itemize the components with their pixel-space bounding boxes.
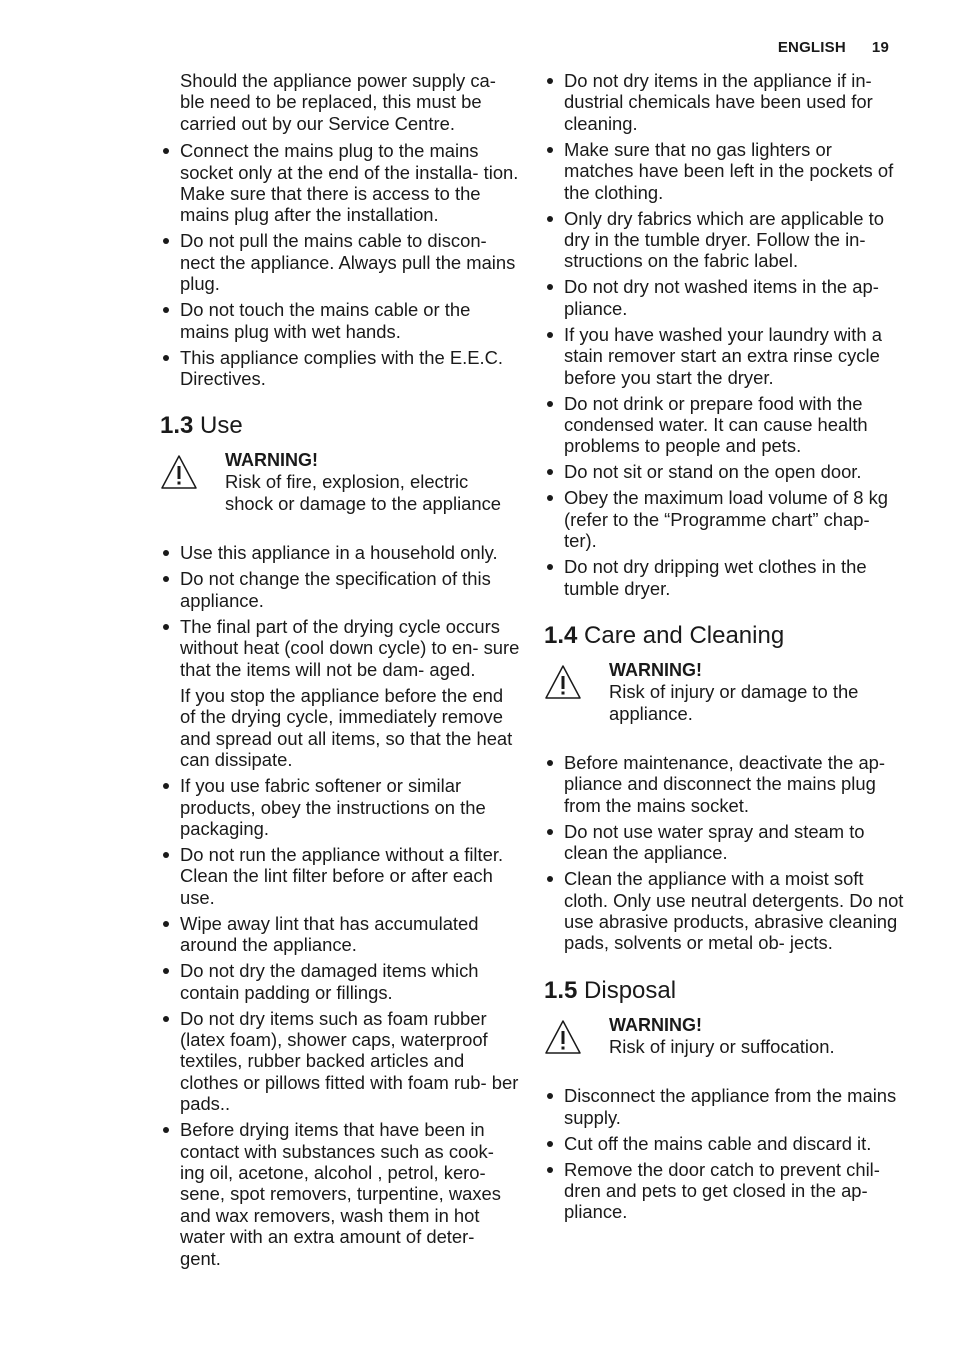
list-item-text: The final part of the drying cycle occurs without heat (cool down cycle) to en- sure that the items will not be dam- aged. (180, 615, 520, 680)
list-item: If you use fabric softener or similar products, obey the instructions on the packaging. (160, 775, 520, 839)
warning-triangle-icon (160, 454, 198, 490)
section-number: 1.3 (160, 412, 194, 440)
list-item: Do not dry not washed items in the ap- pliance. (544, 276, 904, 319)
warning-title: WARNING! (225, 450, 318, 471)
warning-box (544, 660, 904, 724)
list-item: Wipe away lint that has accumulated around the appliance. (160, 913, 520, 956)
list-item: Cut off the mains cable and discard it. (544, 1133, 904, 1154)
left-column (160, 70, 520, 1274)
bullet-list-safety (160, 140, 520, 389)
warning-box (544, 1015, 904, 1057)
warning-text: Risk of injury or suffocation. (609, 1035, 835, 1057)
list-item: Before drying items that have been in contact with substances such as cook- ing oil, acetone, alcohol , petrol, kero- sene, spot removers, turpentine, waxes and wax removers, wash them in hot water with an extra amount of deter- gent. (160, 1119, 520, 1269)
list-item (160, 616, 520, 771)
section-title: Care and Cleaning (584, 622, 785, 650)
list-item: Disconnect the appliance from the mains supply. (544, 1085, 904, 1128)
section-number: 1.5 (544, 976, 578, 1004)
section-title: Use (200, 412, 243, 440)
list-item: Obey the maximum load volume of 8 kg (refer to the “Programme chart” chap- ter). (544, 487, 904, 551)
page-header (778, 39, 889, 56)
list-item: Do not dry items such as foam rubber (latex foam), shower caps, waterproof textiles, rubber backed articles and clothes or pillows fitted with foam rub- ber pads.. (160, 1008, 520, 1115)
list-item: Do not change the specification of this appliance. (160, 568, 520, 611)
warning-text: Risk of injury or damage to the appliance. (609, 681, 859, 724)
list-item: Do not dry items in the appliance if in- dustrial chemicals have been used for cleaning. (544, 70, 904, 134)
language-label: ENGLISH (777, 39, 846, 56)
warning-title: WARNING! (609, 1014, 702, 1035)
list-item: Remove the door catch to prevent chil- dren and pets to get closed in the ap- pliance. (544, 1159, 904, 1223)
bullet-list-use (160, 542, 520, 770)
section-heading-care-and-cleaning (544, 621, 904, 651)
list-item: Do not drink or prepare food with the condensed water. It can cause health problems to people and pets. (544, 393, 904, 457)
section-number: 1.4 (544, 622, 578, 650)
bullet-list-disposal (544, 1085, 904, 1223)
warning-triangle-icon (544, 664, 582, 700)
list-item: Do not use water spray and steam to clean the appliance. (544, 821, 904, 864)
section-title: Disposal (584, 976, 677, 1004)
page-number: 19 (871, 39, 889, 56)
list-item: Connect the mains plug to the mains socket only at the end of the installa- tion. Make sure that there is access to the mains plug after the installation. (160, 140, 520, 226)
list-item: Do not dry dripping wet clothes in the tumble dryer. (544, 556, 904, 599)
right-column (544, 70, 904, 1227)
list-item: Do not run the appliance without a filter. Clean the lint filter before or after each use. (160, 844, 520, 908)
bullet-list-care (544, 752, 904, 954)
warning-box (160, 450, 520, 514)
list-item: Make sure that no gas lighters or matches have been left in the pockets of the clothing. (544, 139, 904, 203)
warning-triangle-icon (544, 1019, 582, 1055)
list-item: Do not dry the damaged items which contain padding or fillings. (160, 960, 520, 1003)
list-item: Do not sit or stand on the open door. (544, 461, 904, 482)
list-item: Use this appliance in a household only. (160, 542, 520, 563)
list-item: If you have washed your laundry with a stain remover start an extra rinse cycle before you start the dryer. (544, 324, 904, 388)
list-item: This appliance complies with the E.E.C. Directives. (160, 347, 520, 390)
list-item: Do not touch the mains cable or the mains plug with wet hands. (160, 299, 520, 342)
section-heading-disposal (544, 976, 904, 1006)
list-item: Before maintenance, deactivate the ap- pliance and disconnect the mains plug from the mains socket. (544, 752, 904, 816)
intro-paragraph: Should the appliance power supply ca- ble need to be replaced, this must be carried out by our Service Centre. (180, 70, 496, 134)
list-item: Clean the appliance with a moist soft cloth. Only use neutral detergents. Do not use abrasive products, abrasive cleaning pads, solvents or metal ob- jects. (544, 868, 904, 954)
bullet-list-use-right (544, 70, 904, 599)
bullet-list-use-continued (160, 775, 520, 1269)
list-item: Only dry fabrics which are applicable to dry in the tumble dryer. Follow the in- structions on the fabric label. (544, 208, 904, 272)
warning-title: WARNING! (609, 660, 702, 681)
continuation-paragraph: If you stop the appliance before the end of the drying cycle, immediately remove and spread out all items, so that the heat can dissipate. (180, 684, 513, 771)
section-heading-use (160, 411, 520, 441)
warning-text: Risk of fire, explosion, electric shock or damage to the appliance (225, 471, 502, 514)
list-item: Do not pull the mains cable to discon- nect the appliance. Always pull the mains plug. (160, 230, 520, 294)
